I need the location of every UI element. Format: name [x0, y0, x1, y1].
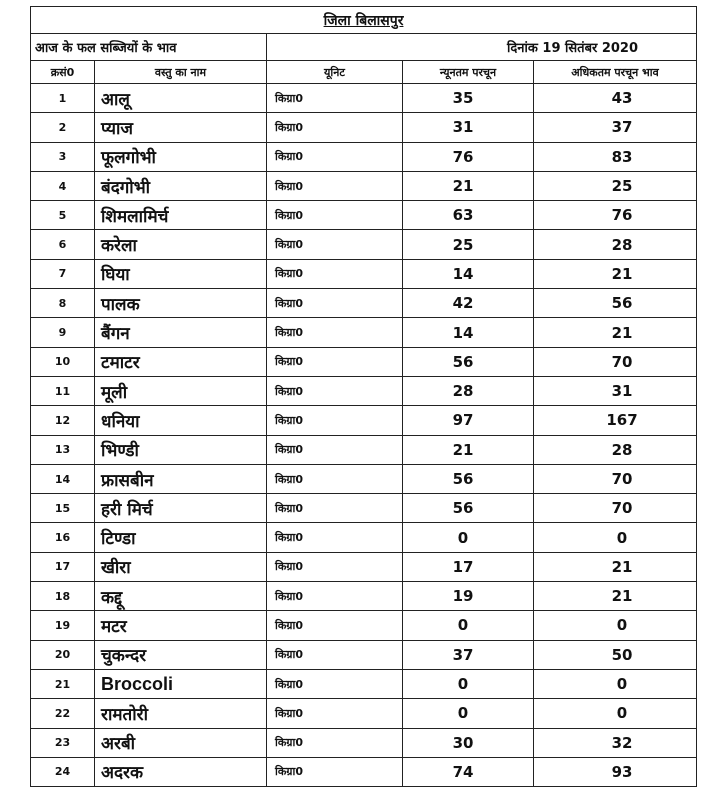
header-max: अधिकतम परचून भाव [534, 61, 697, 84]
unit: किग्रा0 [267, 171, 403, 200]
serial-number: 2 [31, 113, 95, 142]
min-price: 76 [403, 142, 534, 171]
min-price: 19 [403, 582, 534, 611]
table-row [31, 259, 697, 288]
title-row [31, 7, 697, 34]
min-price: 17 [403, 552, 534, 581]
unit: किग्रा0 [267, 113, 403, 142]
min-price: 21 [403, 435, 534, 464]
district-title [31, 7, 697, 34]
max-price: 28 [534, 230, 697, 259]
max-price: 25 [534, 171, 697, 200]
min-price: 0 [403, 669, 534, 698]
max-price: 0 [534, 699, 697, 728]
item-name: Broccoli [95, 669, 267, 698]
unit: किग्रा0 [267, 669, 403, 698]
serial-number: 10 [31, 347, 95, 376]
item-name: कद्दू [95, 582, 267, 611]
min-price: 0 [403, 611, 534, 640]
header-min: न्यूनतम परचून [403, 61, 534, 84]
item-name: प्याज [95, 113, 267, 142]
max-price: 0 [534, 523, 697, 552]
max-price: 93 [534, 757, 697, 786]
table-row [31, 611, 697, 640]
unit: किग्रा0 [267, 259, 403, 288]
min-price: 35 [403, 84, 534, 113]
serial-number: 16 [31, 523, 95, 552]
item-name: भिण्डी [95, 435, 267, 464]
unit: किग्रा0 [267, 552, 403, 581]
table-row [31, 757, 697, 786]
serial-number: 19 [31, 611, 95, 640]
max-price: 50 [534, 640, 697, 669]
unit: किग्रा0 [267, 523, 403, 552]
table-row [31, 640, 697, 669]
min-price: 25 [403, 230, 534, 259]
max-price: 56 [534, 289, 697, 318]
item-name: रामतोरी [95, 699, 267, 728]
serial-number: 3 [31, 142, 95, 171]
serial-number: 15 [31, 494, 95, 523]
table-row [31, 84, 697, 113]
item-name: फूलगोभी [95, 142, 267, 171]
serial-number: 21 [31, 669, 95, 698]
table-row [31, 347, 697, 376]
subtitle: आज के फल सब्जियों के भाव [31, 34, 267, 61]
min-price: 63 [403, 201, 534, 230]
item-name: करेला [95, 230, 267, 259]
header-name: वस्तु का नाम [95, 61, 267, 84]
min-price: 56 [403, 347, 534, 376]
serial-number: 8 [31, 289, 95, 318]
unit: किग्रा0 [267, 582, 403, 611]
min-price: 21 [403, 171, 534, 200]
report-date: दिनांक 19 सितंबर 2020 [267, 34, 697, 61]
unit: किग्रा0 [267, 640, 403, 669]
item-name: चुकन्दर [95, 640, 267, 669]
table-row [31, 318, 697, 347]
unit: किग्रा0 [267, 347, 403, 376]
serial-number: 14 [31, 464, 95, 493]
table-row [31, 376, 697, 405]
min-price: 28 [403, 376, 534, 405]
max-price: 0 [534, 611, 697, 640]
header-unit: यूनिट [267, 61, 403, 84]
max-price: 37 [534, 113, 697, 142]
table-row [31, 582, 697, 611]
item-name: मूली [95, 376, 267, 405]
item-name: पालक [95, 289, 267, 318]
serial-number: 23 [31, 728, 95, 757]
max-price: 167 [534, 406, 697, 435]
max-price: 76 [534, 201, 697, 230]
item-name: शिमलामिर्च [95, 201, 267, 230]
table-row [31, 669, 697, 698]
unit: किग्रा0 [267, 201, 403, 230]
unit: किग्रा0 [267, 757, 403, 786]
max-price: 31 [534, 376, 697, 405]
min-price: 56 [403, 494, 534, 523]
unit: किग्रा0 [267, 376, 403, 405]
serial-number: 20 [31, 640, 95, 669]
unit: किग्रा0 [267, 464, 403, 493]
serial-number: 7 [31, 259, 95, 288]
unit: किग्रा0 [267, 728, 403, 757]
item-name: टिण्डा [95, 523, 267, 552]
min-price: 14 [403, 259, 534, 288]
min-price: 74 [403, 757, 534, 786]
table-row [31, 435, 697, 464]
serial-number: 5 [31, 201, 95, 230]
min-price: 0 [403, 523, 534, 552]
min-price: 14 [403, 318, 534, 347]
serial-number: 24 [31, 757, 95, 786]
table-row [31, 289, 697, 318]
item-name: धनिया [95, 406, 267, 435]
max-price: 21 [534, 318, 697, 347]
min-price: 97 [403, 406, 534, 435]
table-row [31, 494, 697, 523]
item-name: बैंगन [95, 318, 267, 347]
max-price: 70 [534, 464, 697, 493]
unit: किग्रा0 [267, 494, 403, 523]
item-name: आलू [95, 84, 267, 113]
max-price: 83 [534, 142, 697, 171]
table-row [31, 230, 697, 259]
min-price: 0 [403, 699, 534, 728]
max-price: 32 [534, 728, 697, 757]
serial-number: 11 [31, 376, 95, 405]
unit: किग्रा0 [267, 611, 403, 640]
item-name: खीरा [95, 552, 267, 581]
serial-number: 12 [31, 406, 95, 435]
max-price: 70 [534, 347, 697, 376]
min-price: 56 [403, 464, 534, 493]
table-row [31, 464, 697, 493]
unit: किग्रा0 [267, 699, 403, 728]
table-body [31, 7, 697, 787]
item-name: बंदगोभी [95, 171, 267, 200]
subtitle-row [31, 34, 697, 61]
min-price: 37 [403, 640, 534, 669]
table-row [31, 201, 697, 230]
unit: किग्रा0 [267, 230, 403, 259]
price-table [30, 6, 697, 787]
min-price: 31 [403, 113, 534, 142]
table-row [31, 523, 697, 552]
unit: किग्रा0 [267, 406, 403, 435]
item-name: अदरक [95, 757, 267, 786]
max-price: 0 [534, 669, 697, 698]
item-name: अरबी [95, 728, 267, 757]
item-name: फ्रासबीन [95, 464, 267, 493]
max-price: 21 [534, 259, 697, 288]
unit: किग्रा0 [267, 435, 403, 464]
min-price: 42 [403, 289, 534, 318]
unit: किग्रा0 [267, 142, 403, 171]
serial-number: 13 [31, 435, 95, 464]
max-price: 43 [534, 84, 697, 113]
table-row [31, 406, 697, 435]
min-price: 30 [403, 728, 534, 757]
item-name: मटर [95, 611, 267, 640]
item-name: हरी मिर्च [95, 494, 267, 523]
table-row [31, 552, 697, 581]
price-sheet [30, 6, 696, 787]
max-price: 28 [534, 435, 697, 464]
header-serial: क्रसं0 [31, 61, 95, 84]
serial-number: 17 [31, 552, 95, 581]
unit: किग्रा0 [267, 289, 403, 318]
unit: किग्रा0 [267, 318, 403, 347]
item-name: टमाटर [95, 347, 267, 376]
serial-number: 6 [31, 230, 95, 259]
serial-number: 18 [31, 582, 95, 611]
district-title-text: जिला बिलासपुर [323, 12, 404, 29]
serial-number: 22 [31, 699, 95, 728]
table-row [31, 699, 697, 728]
serial-number: 4 [31, 171, 95, 200]
column-header-row [31, 61, 697, 84]
max-price: 70 [534, 494, 697, 523]
unit: किग्रा0 [267, 84, 403, 113]
table-row [31, 142, 697, 171]
table-row [31, 728, 697, 757]
serial-number: 1 [31, 84, 95, 113]
item-name: घिया [95, 259, 267, 288]
max-price: 21 [534, 552, 697, 581]
max-price: 21 [534, 582, 697, 611]
table-row [31, 171, 697, 200]
serial-number: 9 [31, 318, 95, 347]
table-row [31, 113, 697, 142]
